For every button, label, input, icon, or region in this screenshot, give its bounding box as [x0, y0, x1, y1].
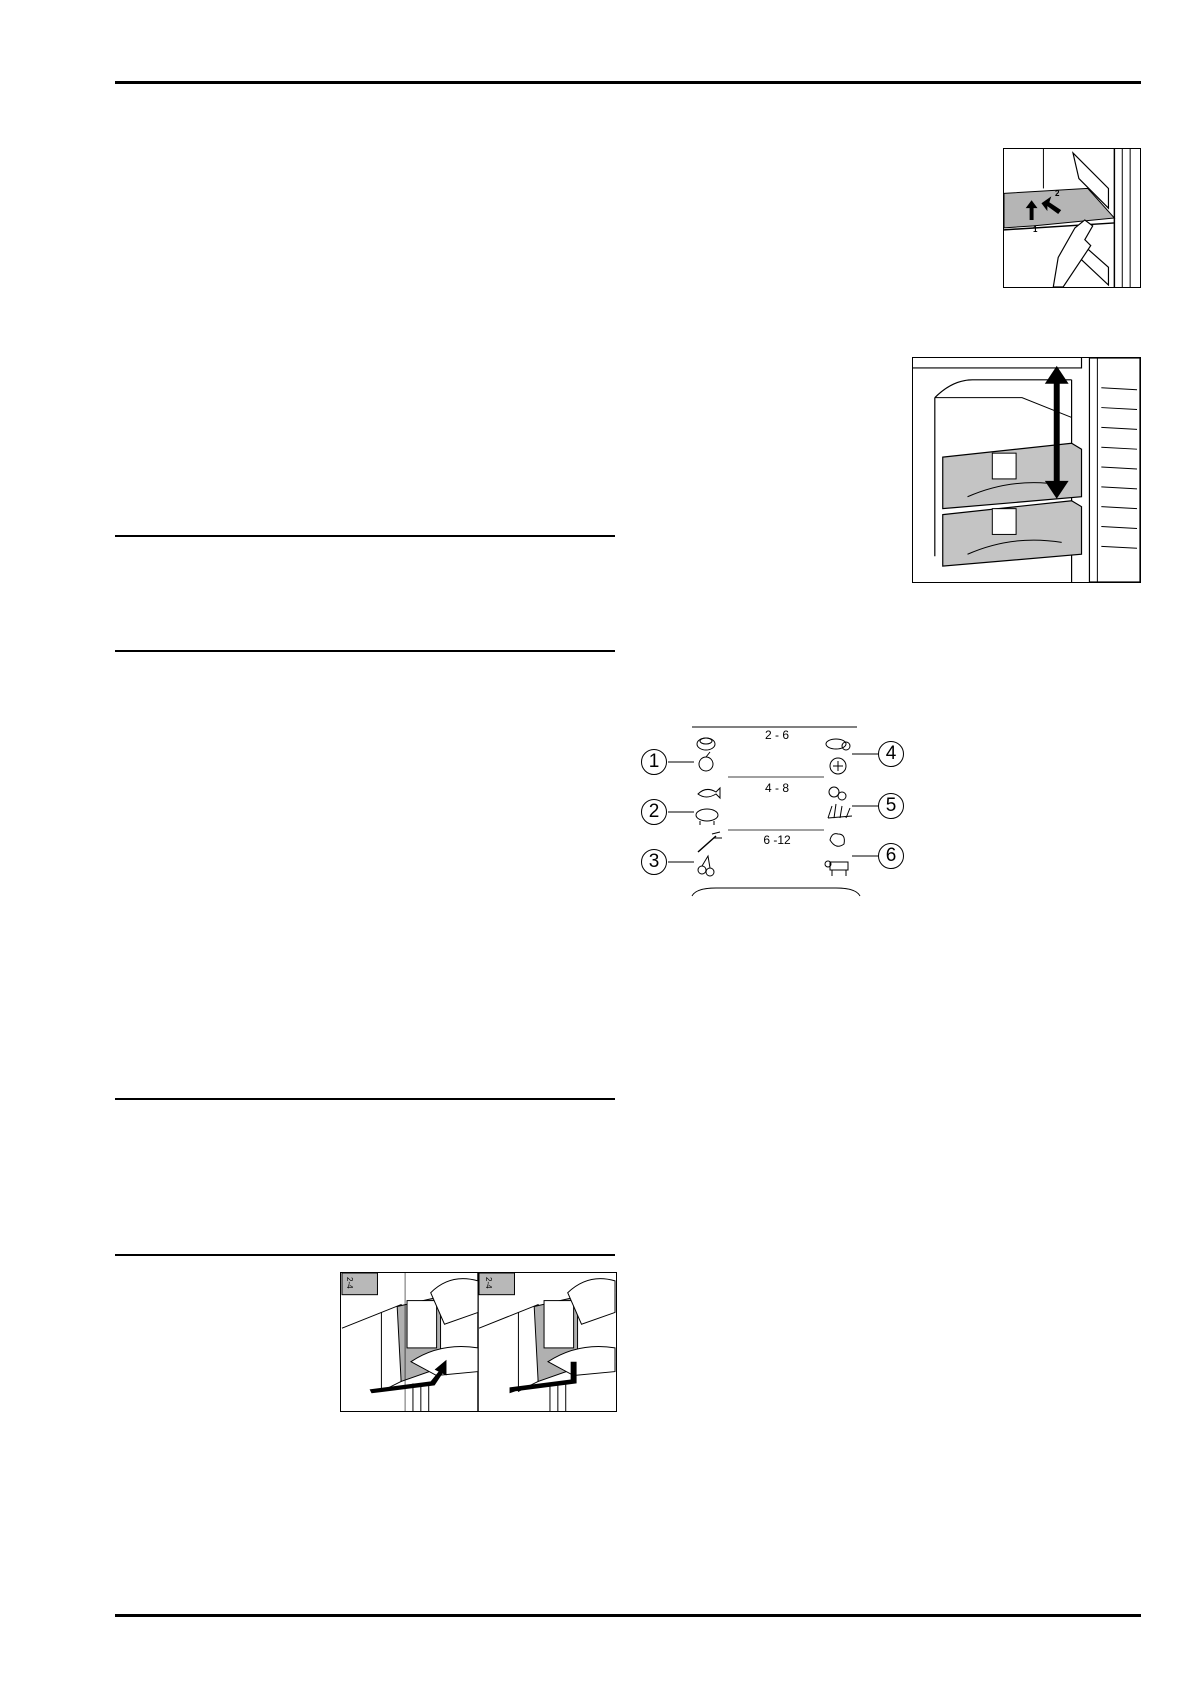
chicken-icon: [830, 834, 844, 847]
calendar-label-left: 2-4: [345, 1277, 354, 1289]
callout-4: 4: [878, 741, 904, 767]
fish-icon: [698, 788, 720, 798]
shelf-arrow-label-1: 1: [1033, 225, 1038, 234]
section-rule-1: [115, 535, 615, 537]
mushroom-icon: [829, 787, 846, 800]
callout-2: 2: [641, 799, 667, 825]
calendar-insert-illustration: [340, 1272, 617, 1412]
bread-icon: [830, 758, 846, 774]
freezing-chart-lines: [636, 722, 916, 900]
footer-rule: [115, 1614, 1141, 1617]
sausage-icon: [826, 739, 850, 750]
callout-5: 5: [878, 793, 904, 819]
range-label-2: 4 - 8: [764, 781, 789, 795]
callout-3: 3: [641, 849, 667, 875]
drawer-removal-illustration: [912, 357, 1141, 583]
vegetable-icon: [698, 832, 722, 852]
cherry-icon: [698, 856, 714, 876]
cow-icon: [825, 861, 848, 876]
shelf-removal-illustration: [1003, 148, 1141, 288]
section-rule-2: [115, 650, 615, 652]
drawer-removal-drawing: [913, 358, 1140, 582]
callout-1: 1: [641, 749, 667, 775]
section-rule-4: [115, 1254, 615, 1256]
pig-icon: [696, 809, 718, 825]
range-label-1: 2 - 6: [764, 728, 789, 742]
shelf-removal-drawing: [1004, 149, 1140, 287]
calendar-label-right: 2-4: [484, 1277, 493, 1289]
shelf-arrow-label-2: 2: [1055, 189, 1060, 198]
herbs-icon: [828, 804, 852, 818]
calendar-insert-drawing: [341, 1273, 616, 1411]
callout-6: 6: [878, 843, 904, 869]
header-rule: [115, 81, 1141, 84]
section-rule-3: [115, 1098, 615, 1100]
freezing-time-chart: [636, 722, 916, 900]
cake-icon: [697, 738, 715, 750]
fruit-icon: [699, 752, 713, 771]
range-label-3: 6 -12: [763, 833, 791, 847]
